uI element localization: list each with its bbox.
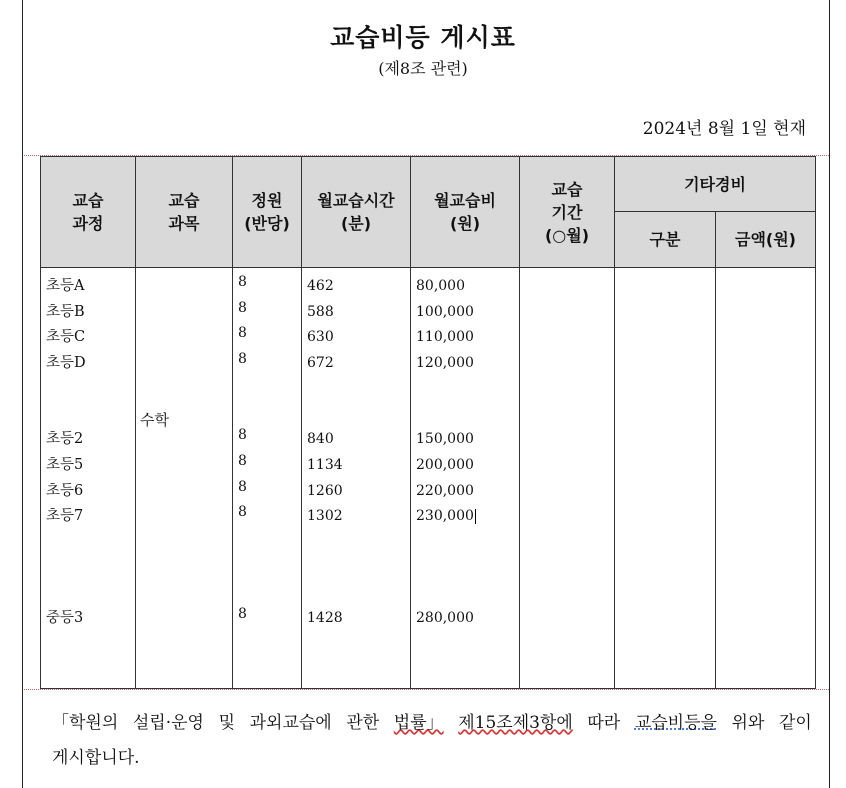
- fee-value: 110,000: [416, 329, 474, 346]
- footer-line-2: 게시합니다.: [52, 748, 140, 768]
- page-border-right: [829, 0, 830, 788]
- subject-cell: [136, 268, 233, 689]
- capacity-value: 8: [238, 274, 247, 290]
- minutes-cell: [302, 268, 411, 689]
- page-border-left: [22, 0, 23, 788]
- spellcheck-underline: 제15조제3항에: [458, 713, 573, 733]
- fee-value: 150,000: [416, 431, 474, 448]
- fee-value: 80,000: [416, 278, 465, 294]
- text-cursor: [475, 509, 476, 524]
- capacity-value: 8: [238, 350, 247, 367]
- header-course: 교습 과정: [41, 157, 136, 268]
- capacity-value: 8: [238, 299, 247, 316]
- course-value: 초등7: [46, 508, 84, 525]
- course-value: 초등B: [46, 303, 85, 320]
- course-value: 초등D: [46, 354, 86, 371]
- fee-value: 280,000: [416, 609, 474, 626]
- minutes-value: 1260: [307, 482, 343, 499]
- capacity-value: 8: [238, 325, 247, 342]
- fee-value: 220,000: [416, 482, 474, 499]
- fee-table: [40, 156, 816, 689]
- course-value: 초등6: [46, 482, 84, 499]
- fee-value: 120,000: [416, 354, 474, 371]
- header-monthly-hours: 월교습시간 (분): [302, 157, 411, 268]
- minutes-value: 1134: [307, 456, 343, 473]
- course-value: 초등C: [46, 329, 86, 346]
- grammar-underline: 교습비등을: [634, 713, 717, 733]
- minutes-value: 840: [307, 431, 334, 448]
- course-value: 초등A: [46, 278, 85, 294]
- course-value: 초등2: [46, 431, 84, 448]
- footer-notice: [52, 706, 812, 776]
- course-cell: [41, 268, 136, 689]
- minutes-value: 462: [307, 278, 334, 294]
- minutes-value: 630: [307, 329, 334, 346]
- header-row-1: [41, 157, 816, 212]
- amount-cell: [716, 268, 816, 689]
- subject-value: 수학: [140, 411, 169, 429]
- document-subtitle: (제8조 관련): [378, 59, 468, 78]
- header-category: 구분: [615, 212, 716, 268]
- header-period: 교습 기간 (○월): [520, 157, 615, 268]
- minutes-value: 1428: [307, 609, 343, 626]
- capacity-cell: [233, 268, 302, 689]
- category-cell: [615, 268, 716, 689]
- header-capacity: 정원 (반당): [233, 157, 302, 268]
- fee-value: 100,000: [416, 303, 474, 320]
- footer-line-1: 「학원의 설립·운영 및 과외교습에 관한 법률」 제15조제3항에 따라 교습비등을 위와 같이: [52, 706, 812, 741]
- course-value: 중등3: [46, 609, 84, 626]
- capacity-value: 8: [238, 452, 247, 469]
- fee-cell[interactable]: [411, 268, 520, 689]
- minutes-value: 588: [307, 303, 334, 320]
- capacity-value: 8: [238, 504, 247, 521]
- capacity-value: 8: [238, 478, 247, 495]
- capacity-value: 8: [238, 605, 247, 622]
- spellcheck-underline: 법률」: [393, 713, 444, 733]
- capacity-value: 8: [238, 427, 247, 444]
- header-monthly-fee: 월교습비 (원): [411, 157, 520, 268]
- dotted-divider-bottom: [24, 689, 829, 690]
- minutes-value: 672: [307, 354, 334, 371]
- header-subject: 교습 과목: [136, 157, 233, 268]
- header-other-expenses: 기타경비: [615, 157, 816, 212]
- course-value: 초등5: [46, 456, 84, 473]
- minutes-value: 1302: [307, 508, 343, 525]
- fee-value: 200,000: [416, 456, 474, 473]
- period-cell: [520, 268, 615, 689]
- document-date: 2024년 8월 1일 현재: [642, 119, 806, 139]
- table-body-row: [41, 268, 816, 689]
- document-title: 교습비등 게시표: [330, 23, 516, 52]
- fee-value-with-cursor[interactable]: 230,000: [416, 508, 474, 525]
- header-amount: 금액(원): [716, 212, 816, 268]
